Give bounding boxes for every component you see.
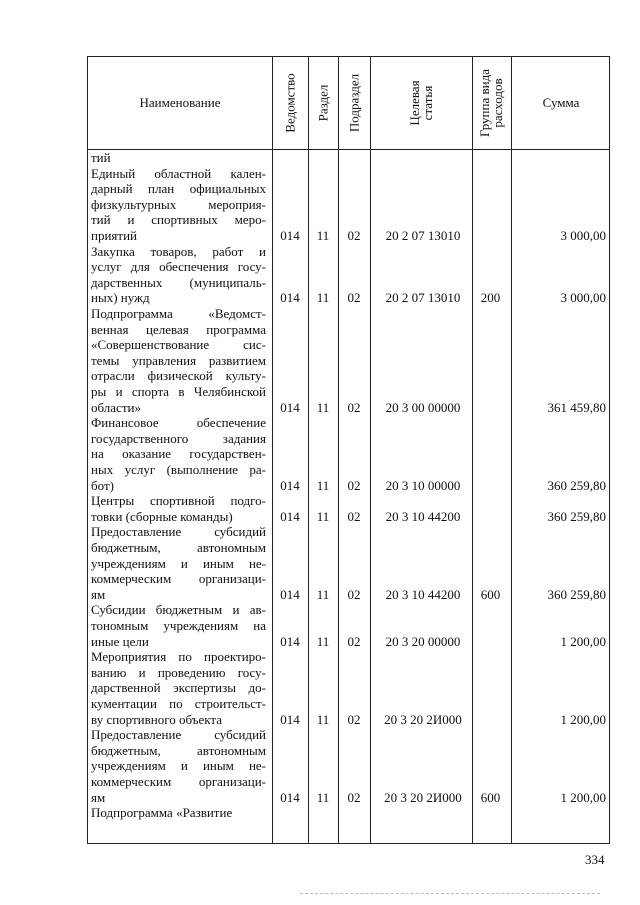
row-razdel: 11	[316, 789, 330, 805]
row-name-line: ванию и проведению госу-	[91, 664, 266, 680]
row-summa: 360 259,80	[547, 508, 606, 524]
row-celevaya: 20 3 20 00000	[385, 633, 461, 649]
header-gruppa-line1: Группа вида	[477, 69, 492, 137]
row-razdel: 11	[316, 477, 330, 493]
row-name-line: бюджетным, автономным	[91, 539, 266, 555]
row-summa: 360 259,80	[547, 477, 606, 493]
header-name: Наименование	[139, 95, 221, 110]
bottom-rule	[300, 893, 600, 894]
row-podrazdel: 02	[347, 399, 361, 415]
row-name-line: Единый областной кален-	[91, 165, 266, 181]
row-name-line: области»	[91, 399, 141, 415]
row-gruppa: 200	[480, 290, 501, 306]
row-vedomstvo: 014	[280, 290, 300, 306]
row-podrazdel: 02	[347, 633, 361, 649]
row-podrazdel: 02	[347, 508, 361, 524]
row-name-line: товки (сборные команды)	[91, 508, 233, 524]
row-name-line: Мероприятия по проектиро-	[91, 649, 266, 665]
row-podrazdel: 02	[347, 711, 361, 727]
row-name-line: бот)	[91, 477, 114, 493]
row-podrazdel: 02	[347, 290, 361, 306]
table-row	[88, 166, 611, 244]
row-name	[91, 602, 266, 649]
row-podrazdel: 02	[347, 227, 361, 243]
row-name-line: «Совершенствование сис-	[91, 337, 266, 353]
header-celevaya	[408, 80, 434, 125]
row-name-line: Подпрограмма «Развитие	[91, 805, 233, 821]
table-row	[88, 493, 611, 524]
row-name-line: учреждениям и иным не-	[91, 555, 266, 571]
row-name-line: физкультурных мероприя-	[91, 196, 266, 212]
row-celevaya: 20 3 20 2И000	[384, 711, 462, 727]
row-name	[91, 727, 266, 805]
table-row	[88, 150, 611, 166]
row-celevaya: 20 2 07 13010	[385, 227, 461, 243]
header-summa: Сумма	[542, 95, 580, 110]
row-summa: 1 200,00	[560, 711, 606, 727]
row-celevaya: 20 3 10 44200	[385, 586, 461, 602]
header-podrazdel: Подраздел	[346, 73, 362, 133]
header-vedomstvo: Ведомство	[282, 73, 298, 133]
row-name-line: Финансовое обеспечение	[91, 415, 266, 431]
row-celevaya: 20 3 10 00000	[385, 477, 461, 493]
header-celevaya-line2: статья	[420, 85, 435, 121]
row-name-line: Предоставление субсидий	[91, 727, 266, 743]
header-summa-cell	[511, 57, 611, 149]
row-name-line: Центры спортивной подго-	[91, 493, 266, 509]
row-podrazdel: 02	[347, 477, 361, 493]
table-row	[88, 805, 611, 821]
table-row	[88, 602, 611, 649]
row-name-line: дарственной экспертизы до-	[91, 680, 266, 696]
header-gruppa	[478, 69, 504, 137]
row-summa: 1 200,00	[560, 633, 606, 649]
row-celevaya: 20 3 00 00000	[385, 399, 461, 415]
row-name	[91, 306, 266, 415]
header-name-cell	[88, 57, 272, 149]
row-name-line: ям	[91, 586, 106, 602]
row-name-line: Предоставление субсидий	[91, 524, 266, 540]
row-name-line: тономным учреждениям на	[91, 617, 266, 633]
row-name-line: кументации по строительст-	[91, 695, 266, 711]
table-row	[88, 306, 611, 415]
budget-table	[87, 56, 610, 844]
row-summa: 360 259,80	[547, 586, 606, 602]
header-celevaya-line1: Целевая	[407, 80, 422, 126]
row-razdel: 11	[316, 399, 330, 415]
row-celevaya: 20 3 20 2И000	[384, 789, 462, 805]
row-name	[91, 805, 266, 821]
row-razdel: 11	[316, 508, 330, 524]
row-name	[91, 524, 266, 602]
row-podrazdel: 02	[347, 789, 361, 805]
row-vedomstvo: 014	[280, 711, 300, 727]
row-summa: 3 000,00	[560, 227, 606, 243]
row-vedomstvo: 014	[280, 477, 300, 493]
row-name	[91, 150, 266, 166]
row-razdel: 11	[316, 711, 330, 727]
row-name-line: дарный план официальных	[91, 181, 266, 197]
row-name-line: услуг для обеспечения госу-	[91, 259, 266, 275]
header-razdel: Раздел	[315, 84, 331, 122]
row-name-line: дарственных (муниципаль-	[91, 274, 266, 290]
row-name-line: Закупка товаров, работ и	[91, 243, 266, 259]
row-name-line: ву спортивного объекта	[91, 711, 223, 727]
row-name	[91, 415, 266, 493]
row-name-line: коммерческим организаци-	[91, 773, 266, 789]
row-summa: 361 459,80	[547, 399, 606, 415]
row-gruppa: 600	[480, 789, 501, 805]
row-celevaya: 20 2 07 13010	[385, 290, 461, 306]
row-vedomstvo: 014	[280, 633, 300, 649]
table-row	[88, 415, 611, 493]
row-name-line: ры и спорта в Челябинской	[91, 383, 266, 399]
row-name	[91, 649, 266, 727]
row-name-line: иные цели	[91, 633, 149, 649]
page-number: 334	[585, 852, 605, 867]
row-name-line: на оказание государствен-	[91, 446, 266, 462]
row-razdel: 11	[316, 227, 330, 243]
row-vedomstvo: 014	[280, 508, 300, 524]
row-podrazdel: 02	[347, 586, 361, 602]
row-name-line: бюджетным, автономным	[91, 742, 266, 758]
row-vedomstvo: 014	[280, 789, 300, 805]
row-vedomstvo: 014	[280, 399, 300, 415]
row-celevaya: 20 3 10 44200	[385, 508, 461, 524]
row-razdel: 11	[316, 633, 330, 649]
row-name-line: темы управления развитием	[91, 352, 266, 368]
row-vedomstvo: 014	[280, 227, 300, 243]
row-name	[91, 166, 266, 244]
row-vedomstvo: 014	[280, 586, 300, 602]
row-name-line: ям	[91, 789, 106, 805]
row-name	[91, 493, 266, 524]
row-razdel: 11	[316, 290, 330, 306]
row-name-line: ных) нужд	[91, 290, 150, 306]
row-summa: 1 200,00	[560, 789, 606, 805]
row-name-line: государственного задания	[91, 430, 266, 446]
row-name-line: венная целевая программа	[91, 321, 266, 337]
row-name-line: учреждениям и иным не-	[91, 758, 266, 774]
row-summa: 3 000,00	[560, 290, 606, 306]
row-name-line: отрасли физической культу-	[91, 368, 266, 384]
row-name-line: тий	[91, 150, 111, 165]
row-razdel: 11	[316, 586, 330, 602]
row-name-line: Подпрограмма «Ведомст-	[91, 306, 266, 321]
row-name-line: приятий	[91, 227, 137, 243]
table-row	[88, 244, 611, 306]
row-name-line: ных услуг (выполнение ра-	[91, 461, 266, 477]
table-row	[88, 524, 611, 602]
row-name-line: тий и спортивных меро-	[91, 212, 266, 228]
row-gruppa: 600	[480, 586, 501, 602]
table-row	[88, 649, 611, 727]
table-row	[88, 727, 611, 805]
row-name-line: Субсидии бюджетным и ав-	[91, 602, 266, 618]
header-gruppa-line2: расходов	[490, 78, 505, 128]
row-name	[91, 244, 266, 306]
row-name-line: коммерческим организаци-	[91, 571, 266, 587]
